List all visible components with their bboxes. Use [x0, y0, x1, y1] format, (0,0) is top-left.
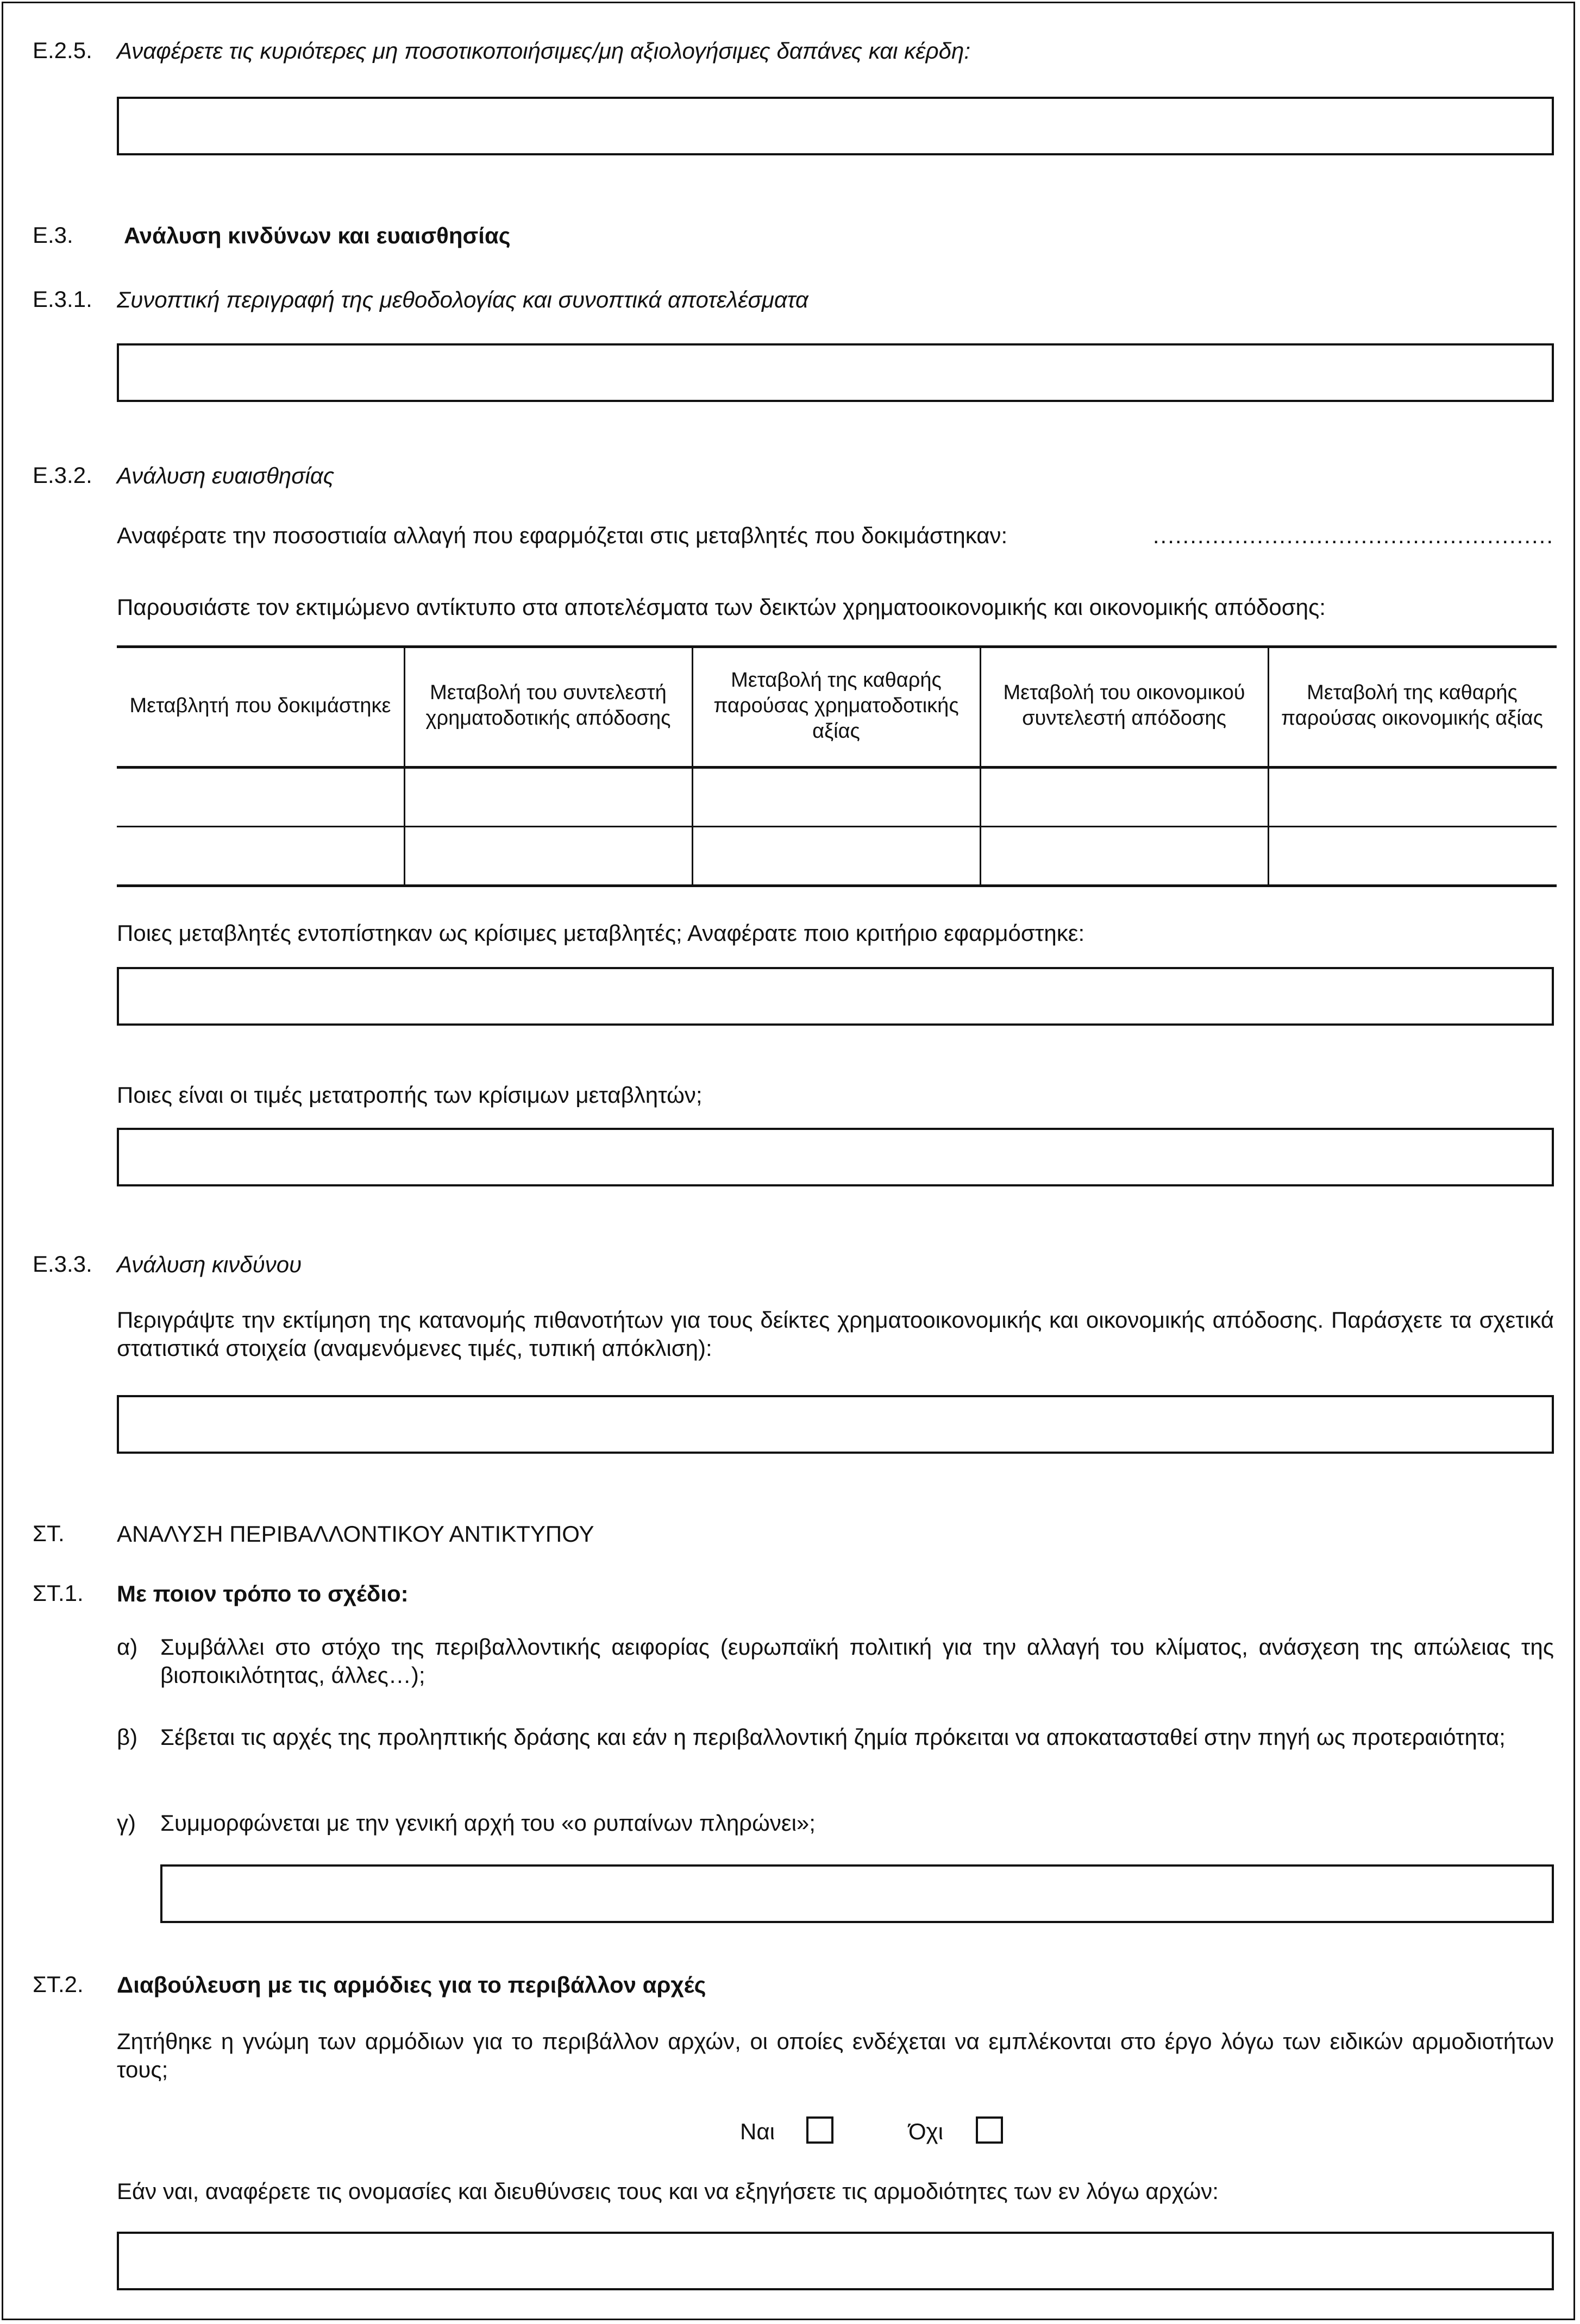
section-number-e3: Ε.3.	[33, 222, 73, 248]
list-item-label: β)	[117, 1724, 138, 1750]
table-header-frr: Μεταβολή του συντελεστή χρηματοδοτικής απόδοσης	[425, 681, 671, 730]
table-header-enpv: Μεταβολή της καθαρής παρούσας οικονομικής αξίας	[1281, 681, 1543, 730]
critical-variables-question: Ποιες μεταβλητές εντοπίστηκαν ως κρίσιμες μεταβλητές; Αναφέρατε ποιο κριτήριο εφαρμόστηκε:	[117, 920, 1085, 946]
list-item-text: Σέβεται τις αρχές της προληπτικής δράσης και εάν η περιβαλλοντική ζημία πρόκειται να αποκατασταθεί στην πηγή ως προτεραιότητα;	[160, 1724, 1506, 1750]
section-number-e33: Ε.3.3.	[33, 1251, 92, 1277]
table-header-fnpv: Μεταβολή της καθαρής παρούσας χρηματοδοτικής αξίας	[713, 668, 959, 743]
table-cell[interactable]	[405, 827, 692, 884]
section-title-st1: Με ποιον τρόπο το σχέδιο:	[117, 1581, 409, 1606]
list-item-text: Συμβάλλει στο στόχο της περιβαλλοντικής αειφορίας (ευρωπαϊκή πολιτική για την αλλαγή του κλίματος, ανάσχεση της απώλειας της βιοποικιλότητας, άλλες…);	[160, 1634, 1554, 1688]
answer-box-e25[interactable]	[117, 97, 1554, 155]
section-title-e33: Ανάλυση κινδύνου	[117, 1252, 302, 1277]
list-item	[117, 1633, 1554, 1689]
section-title-e25: Αναφέρετε τις κυριότερες μη ποσοτικοποιήσιμες/μη αξιολογήσιμες δαπάνες και κέρδη:	[117, 38, 971, 64]
table-cell[interactable]	[117, 827, 404, 884]
table-cell[interactable]	[117, 769, 404, 826]
list-item	[117, 1723, 1554, 1751]
section-title-e31: Συνοπτική περιγραφή της μεθοδολογίας και συνοπτικά αποτελέσματα	[117, 287, 808, 312]
answer-box-e33[interactable]	[117, 1395, 1554, 1454]
table-cell[interactable]	[405, 769, 692, 826]
yes-label: Ναι	[740, 2119, 775, 2144]
table-header-err: Μεταβολή του οικονομικού συντελεστή απόδοσης	[1003, 681, 1245, 730]
answer-box-e31[interactable]	[117, 343, 1554, 402]
section-title-st2: Διαβούλευση με τις αρμόδιες για το περιβάλλον αρχές	[117, 1972, 706, 1998]
section-number-e31: Ε.3.1.	[33, 286, 92, 312]
answer-box-switching-values[interactable]	[117, 1128, 1554, 1186]
list-item	[117, 1809, 1554, 1837]
percent-change-fill[interactable]: ......................................................	[1152, 523, 1554, 548]
table-cell[interactable]	[693, 769, 980, 826]
consultation-question: Ζητήθηκε η γνώμη των αρμόδιων για το περιβάλλον αρχών, οι οποίες ενδέχεται να εμπλέκονται στο έργο λόγω των ειδικών αρμοδιοτήτων τους;	[117, 2028, 1554, 2082]
section-number-st2: ΣΤ.2.	[33, 1971, 84, 1997]
answer-box-st1[interactable]	[160, 1864, 1554, 1923]
section-number-e25: Ε.2.5.	[33, 37, 92, 63]
table-bottom-line	[117, 884, 1557, 887]
table-cell[interactable]	[693, 827, 980, 884]
if-yes-instruction: Εάν ναι, αναφέρετε τις ονομασίες και διευθύνσεις τους και να εξηγήσετε τις αρμοδιότητες των εν λόγω αρχών:	[117, 2178, 1219, 2204]
section-title-e32: Ανάλυση ευαισθησίας	[117, 463, 335, 488]
risk-analysis-description: Περιγράψτε την εκτίμηση της κατανομής πιθανοτήτων για τους δείκτες χρηματοοικονομικής και οικονομικής απόδοσης. Παράσχετε τα σχετικά στατιστικά στοιχεία (αναμενόμενες τιμές, τυπική απόκλιση):	[117, 1307, 1554, 1361]
percent-change-question	[117, 522, 1554, 550]
list-item-text: Συμμορφώνεται με την γενική αρχή του «ο ρυπαίνων πληρώνει»;	[160, 1810, 816, 1836]
list-item-label: α)	[117, 1634, 138, 1660]
impact-question: Παρουσιάστε τον εκτιμώμενο αντίκτυπο στα αποτελέσματα των δεικτών χρηματοοικονομικής και οικονομικής απόδοσης:	[117, 594, 1326, 620]
no-checkbox[interactable]	[976, 2116, 1003, 2144]
section-title-e3: Ανάλυση κινδύνων και ευαισθησίας	[124, 223, 511, 248]
answer-box-st2[interactable]	[117, 2232, 1554, 2290]
section-number-st: ΣΤ.	[33, 1521, 65, 1546]
answer-box-critical-variables[interactable]	[117, 967, 1554, 1026]
percent-change-label: Αναφέρατε την ποσοστιαία αλλαγή που εφαρμόζεται στις μεταβλητές που δοκιμάστηκαν:	[117, 523, 1008, 548]
no-label: Όχι	[908, 2119, 943, 2144]
section-number-e32: Ε.3.2.	[33, 462, 92, 488]
section-number-st1: ΣΤ.1.	[33, 1580, 84, 1606]
table-header-variable: Μεταβλητή που δοκιμάστηκε	[129, 694, 391, 717]
table-cell[interactable]	[1269, 769, 1557, 826]
switching-values-question: Ποιες είναι οι τιμές μετατροπής των κρίσιμων μεταβλητών;	[117, 1082, 703, 1108]
yes-checkbox[interactable]	[806, 2116, 833, 2144]
section-title-st: ΑΝΑΛΥΣΗ ΠΕΡΙΒΑΛΛΟΝΤΙΚΟΥ ΑΝΤΙΚΤΥΠΟΥ	[117, 1521, 594, 1547]
table-cell[interactable]	[981, 827, 1268, 884]
list-item-label: γ)	[117, 1810, 136, 1836]
table-cell[interactable]	[1269, 827, 1557, 884]
table-cell[interactable]	[981, 769, 1268, 826]
